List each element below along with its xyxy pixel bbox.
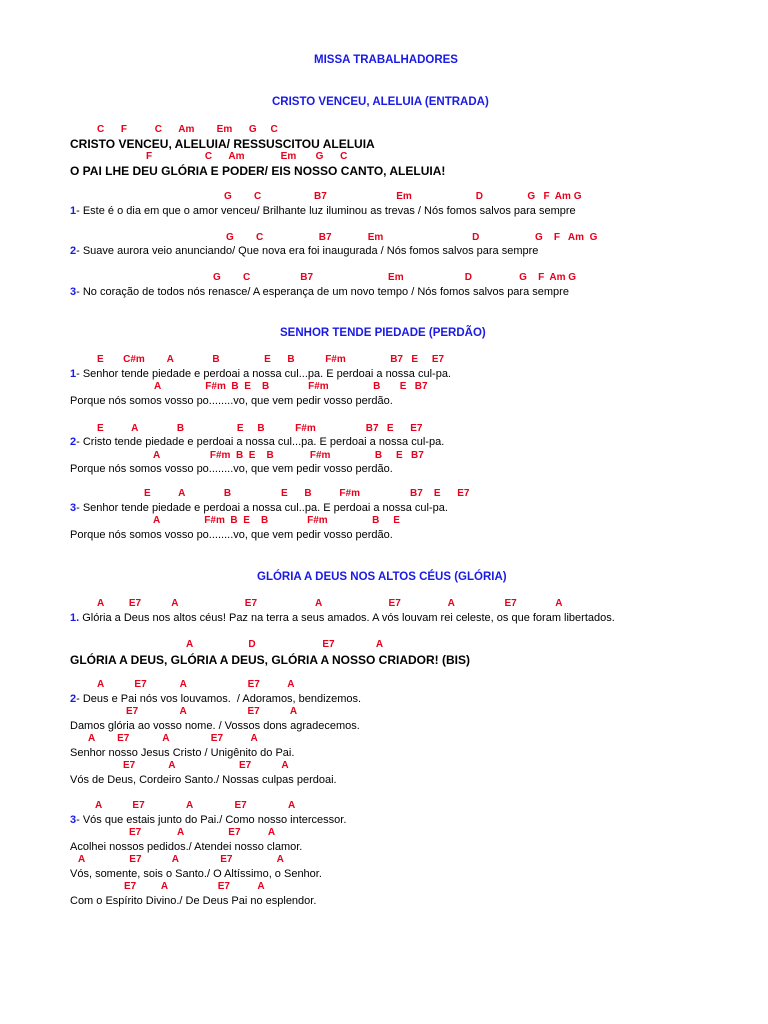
chord-line: E A B E B F#m B7 E E7 [144,488,470,499]
chord-line: A D E7 A [186,639,384,650]
verse-number: 1. [70,612,80,624]
lyric-line [70,503,448,514]
lyric-line [70,694,361,705]
lyric-line [70,246,538,257]
lyric-line [70,613,615,624]
chord-line: E C#m A B E B F#m B7 E E7 [97,354,445,365]
lyric-text: Porque nós somos vosso po........vo, que vem pedir vosso perdão. [70,395,393,407]
chord-line: A E7 A E7 A [88,733,258,744]
chord-line: E A B E B F#m B7 E E7 [97,423,423,434]
chord-line: G C B7 Em D G F Am G [226,232,598,243]
lyric-line [70,396,393,407]
lyric-text: Acolhei nossos pedidos./ Atendei nosso clamor. [70,841,303,853]
chord-line: E7 A E7 A [129,827,276,838]
chord-line: E7 A E7 A [124,881,265,892]
verse-number: 1 [70,205,77,217]
chord-line: G C B7 Em D G F Am G [213,272,577,283]
chord-line: A F#m B E B F#m B E [153,515,400,526]
chord-line: A F#m B E B F#m B E B7 [154,381,428,392]
chord-line: F C Am Em G C [146,151,348,162]
lyric-line [70,530,393,541]
lyric-text: Damos glória ao vosso nome. / Vossos dons agradecemos. [70,720,360,732]
lyric-text: - Cristo tende piedade e perdoai a nossa cul...pa. E perdoai a nossa cul-pa. [76,436,445,448]
refrain-line [70,654,470,666]
refrain-line [70,165,445,177]
lyric-text: - No coração de todos nós renasce/ A esperança de um novo tempo / Nós fomos salvos para sempre [76,286,569,298]
lyric-line [70,206,576,217]
verse-number: 2 [70,436,77,448]
lyric-line [70,815,346,826]
verse-number: 2 [70,245,77,257]
chord-line: A E7 A E7 A [95,800,296,811]
lyric-line [70,437,444,448]
chord-line: E7 A E7 A [123,760,289,771]
lyric-line [70,842,302,853]
lyric-text: Com o Espírito Divino./ De Deus Pai no esplendor. [70,895,317,907]
verse-number: 3 [70,814,77,826]
verse-number: 3 [70,286,77,298]
section-heading: SENHOR TENDE PIEDADE (PERDÃO) [280,327,486,339]
chord-line: G C B7 Em D G F Am G [224,191,582,202]
chord-line: E7 A E7 A [126,706,298,717]
lyric-text: Vós de Deus, Cordeiro Santo./ Nossas culpas perdoai. [70,774,337,786]
section-heading: CRISTO VENCEU, ALELUIA (ENTRADA) [272,96,489,108]
lyric-line [70,869,322,880]
chord-line: C F C Am Em G C [97,124,278,135]
chord-line: A E7 A E7 A [97,679,295,690]
lyric-text: Porque nós somos vosso po........vo, que vem pedir vosso perdão. [70,529,393,541]
lyric-line [70,464,393,475]
verse-number: 1 [70,368,77,380]
lyric-text: Senhor nosso Jesus Cristo / Unigênito do Pai. [70,747,295,759]
lyric-line [70,896,316,907]
lyric-text: - Senhor tende piedade e perdoai a nossa cul...pa. E perdoai a nossa cul-pa. [76,368,451,380]
lyric-text: Vós, somente, sois o Santo./ O Altíssimo, o Senhor. [70,868,322,880]
lyric-line [70,287,569,298]
page-title: MISSA TRABALHADORES [314,54,458,66]
verse-number: 2 [70,693,77,705]
lyric-text: Glória a Deus nos altos céus! Paz na terra a seus amados. A vós louvam rei celeste, os que foram libertados. [79,612,615,624]
chord-line: A E7 A E7 A E7 A E7 A [97,598,563,609]
lyric-line [70,775,337,786]
section-heading: GLÓRIA A DEUS NOS ALTOS CÉUS (GLÓRIA) [257,571,507,583]
lyric-text: O PAI LHE DEU GLÓRIA E PODER/ EIS NOSSO CANTO, ALELUIA! [70,164,446,178]
lyric-line [70,369,451,380]
lyric-text: - Suave aurora veio anunciando/ Que nova era foi inaugurada / Nós fomos salvos para sempre [76,245,539,257]
lyric-text: - Senhor tende piedade e perdoai a nossa cul..pa. E perdoai a nossa cul-pa. [76,502,448,514]
lyric-text: - Deus e Pai nós vos louvamos. / Adoramos, bendizemos. [76,693,362,705]
lyric-text: Porque nós somos vosso po........vo, que vem pedir vosso perdão. [70,463,393,475]
chord-line: A F#m B E B F#m B E B7 [153,450,424,461]
lyric-text: - Este é o dia em que o amor venceu/ Brilhante luz iluminou as trevas / Nós fomos salvos para sempre [76,205,576,217]
verse-number: 3 [70,502,77,514]
chord-line: A E7 A E7 A [78,854,284,865]
lyric-line [70,721,360,732]
lyric-text: - Vós que estais junto do Pai./ Como nosso intercessor. [76,814,347,826]
lyric-text: GLÓRIA A DEUS, GLÓRIA A DEUS, GLÓRIA A NOSSO CRIADOR! (BIS) [70,653,471,667]
refrain-line [70,138,375,150]
lyric-line [70,748,294,759]
lyric-text: CRISTO VENCEU, ALELUIA/ RESSUSCITOU ALELUIA [70,137,375,151]
